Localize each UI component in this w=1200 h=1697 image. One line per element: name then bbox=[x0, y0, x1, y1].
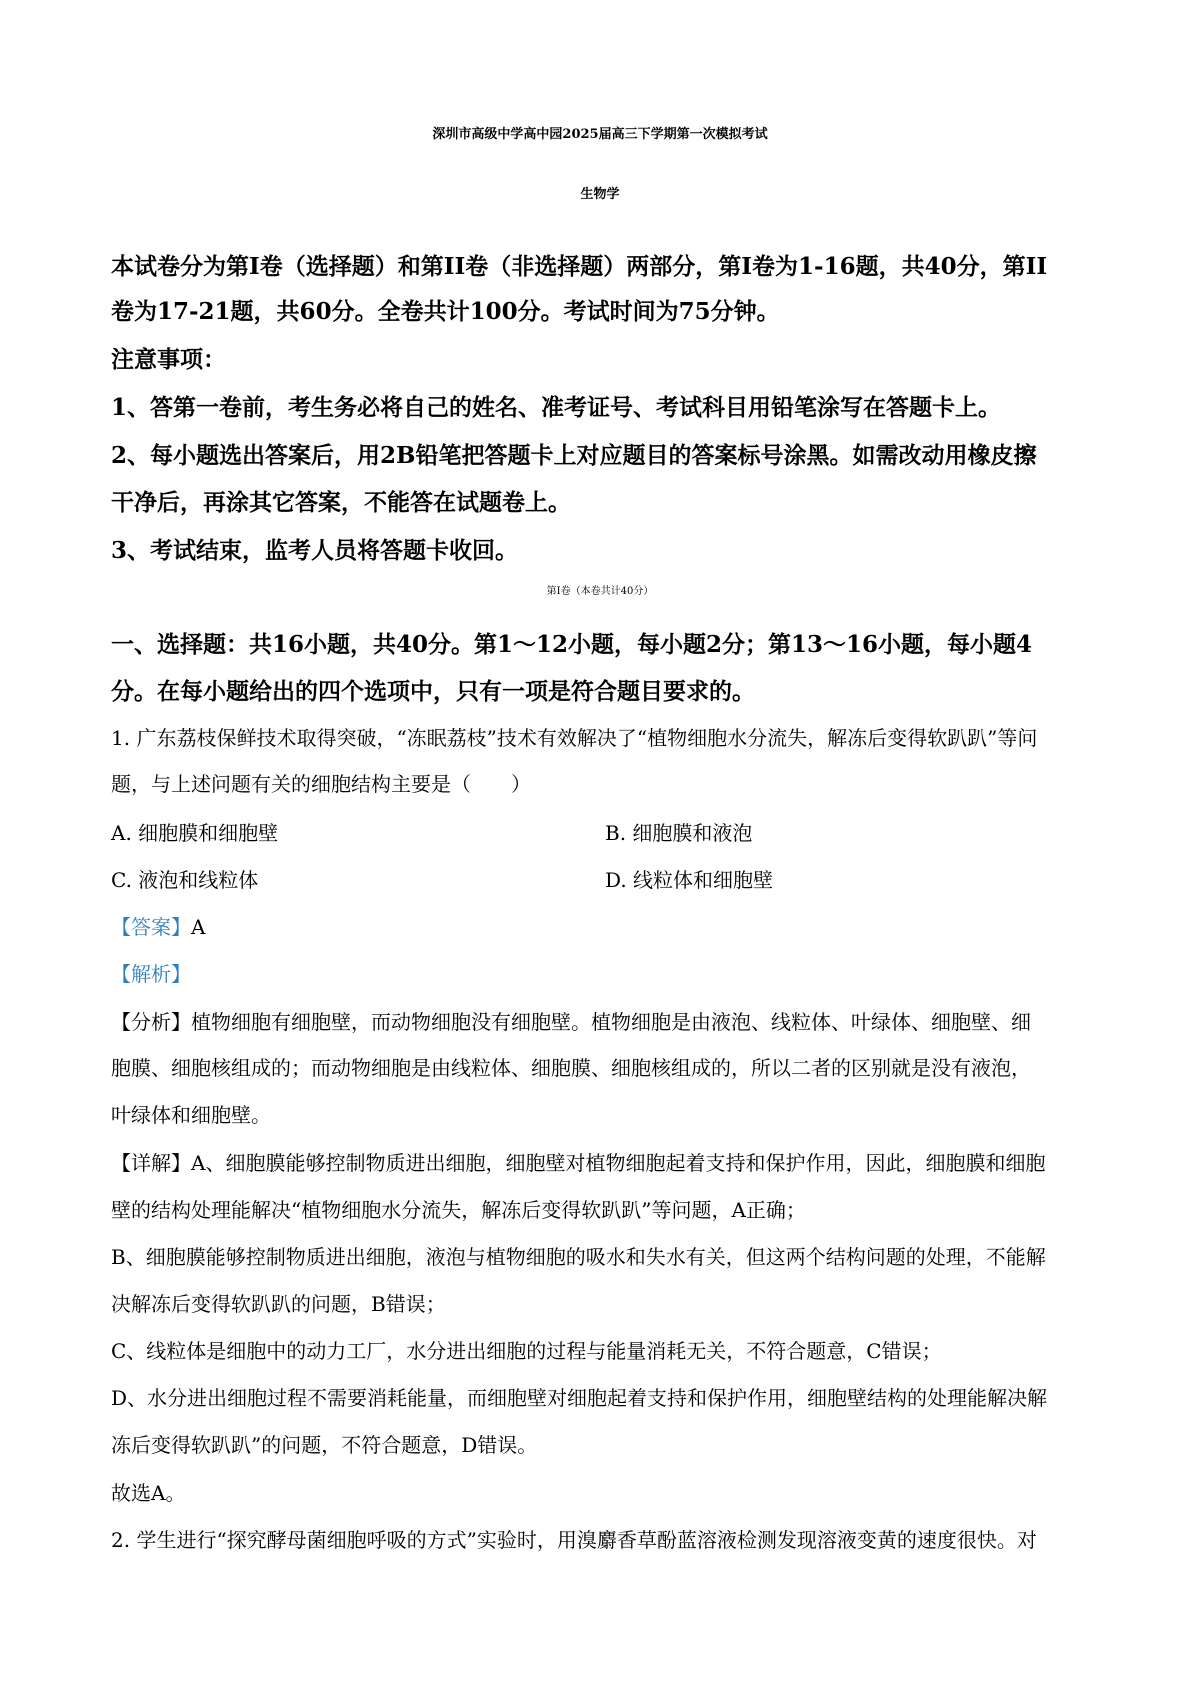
q1-answer bbox=[111, 917, 205, 937]
q1-stem-line-1: 1. 广东荔枝保鲜技术取得突破，“冻眠荔枝”技术有效解决了“植物细胞水分流失，解冻后变得软趴趴”等问 bbox=[111, 726, 1038, 750]
detail-line-5: C、线粒体是细胞中的动力工厂，水分进出细胞的过程与能量消耗无关，不符合题意，C错误； bbox=[111, 1339, 942, 1363]
q1-option-a: A. 细胞膜和细胞壁 bbox=[111, 821, 279, 845]
part-intro-line-2: 分。在每小题给出的四个选项中，只有一项是符合题目要求的。 bbox=[111, 678, 755, 705]
notice-item-2-cont: 干净后，再涂其它答案，不能答在试题卷上。 bbox=[111, 489, 571, 516]
section-title: 第I卷（本卷共计40分） bbox=[546, 586, 654, 597]
detail-line-7: 冻后变得软趴趴”的问题，不符合题意，D错误。 bbox=[111, 1433, 538, 1457]
notice-item-1: 1、答第一卷前，考生务必将自己的姓名、准考证号、考试科目用铅笔涂写在答题卡上。 bbox=[111, 394, 1002, 421]
analysis-line-3: 叶绿体和细胞壁。 bbox=[111, 1103, 271, 1127]
q1-conclusion: 故选A。 bbox=[111, 1481, 186, 1505]
exam-title: 深圳市高级中学高中园2025届高三下学期第一次模拟考试 bbox=[432, 127, 768, 142]
q1-option-d: D. 线粒体和细胞壁 bbox=[605, 868, 774, 892]
intro-line-2: 卷为17-21题，共60分。全卷共计100分。考试时间为75分钟。 bbox=[111, 298, 780, 325]
answer-label: 【答案】 bbox=[111, 915, 191, 939]
q1-option-b: B. 细胞膜和液泡 bbox=[605, 821, 753, 845]
notice-item-3: 3、考试结束，监考人员将答题卡收回。 bbox=[111, 537, 519, 564]
analysis-line-2: 胞膜、细胞核组成的；而动物细胞是由线粒体、细胞膜、细胞核组成的，所以二者的区别就是没有液泡， bbox=[111, 1056, 1031, 1080]
subject-title: 生物学 bbox=[580, 187, 620, 202]
part-intro-line-1: 一、选择题：共16小题，共40分。第1～12小题，每小题2分；第13～16小题，每小题4 bbox=[111, 631, 1033, 658]
q1-stem-line-2: 题，与上述问题有关的细胞结构主要是（ ） bbox=[111, 772, 531, 796]
detail-line-3: B、细胞膜能够控制物质进出细胞，液泡与植物细胞的吸水和失水有关，但这两个结构问题的处理，不能解 bbox=[111, 1245, 1046, 1269]
answer-value: A bbox=[191, 915, 206, 939]
notice-heading: 注意事项： bbox=[111, 346, 226, 373]
detail-line-2: 壁的结构处理能解决“植物细胞水分流失，解冻后变得软趴趴”等问题，A正确； bbox=[111, 1198, 806, 1222]
detail-line-6: D、水分进出细胞过程不需要消耗能量，而细胞壁对细胞起着支持和保护作用，细胞壁结构的处理能解决解 bbox=[111, 1386, 1048, 1410]
detail-line-4: 决解冻后变得软趴趴的问题，B错误； bbox=[111, 1292, 446, 1316]
notice-item-2: 2、每小题选出答案后，用2B铅笔把答题卡上对应题目的答案标号涂黑。如需改动用橡皮擦 bbox=[111, 442, 1037, 469]
intro-line-1: 本试卷分为第I卷（选择题）和第II卷（非选择题）两部分，第I卷为1-16题，共40分，第II bbox=[111, 253, 1048, 280]
q1-option-c: C. 液泡和线粒体 bbox=[111, 868, 259, 892]
analysis-line-1: 【分析】植物细胞有细胞壁，而动物细胞没有细胞壁。植物细胞是由液泡、线粒体、叶绿体、细胞壁、细 bbox=[111, 1010, 1031, 1034]
analysis-label: 【解析】 bbox=[111, 962, 191, 986]
q2-stem-line-1: 2. 学生进行“探究酵母菌细胞呼吸的方式”实验时，用溴麝香草酚蓝溶液检测发现溶液变黄的速度很快。对 bbox=[111, 1528, 1037, 1552]
detail-line-1: 【详解】A、细胞膜能够控制物质进出细胞，细胞壁对植物细胞起着支持和保护作用，因此，细胞膜和细胞 bbox=[111, 1151, 1046, 1175]
